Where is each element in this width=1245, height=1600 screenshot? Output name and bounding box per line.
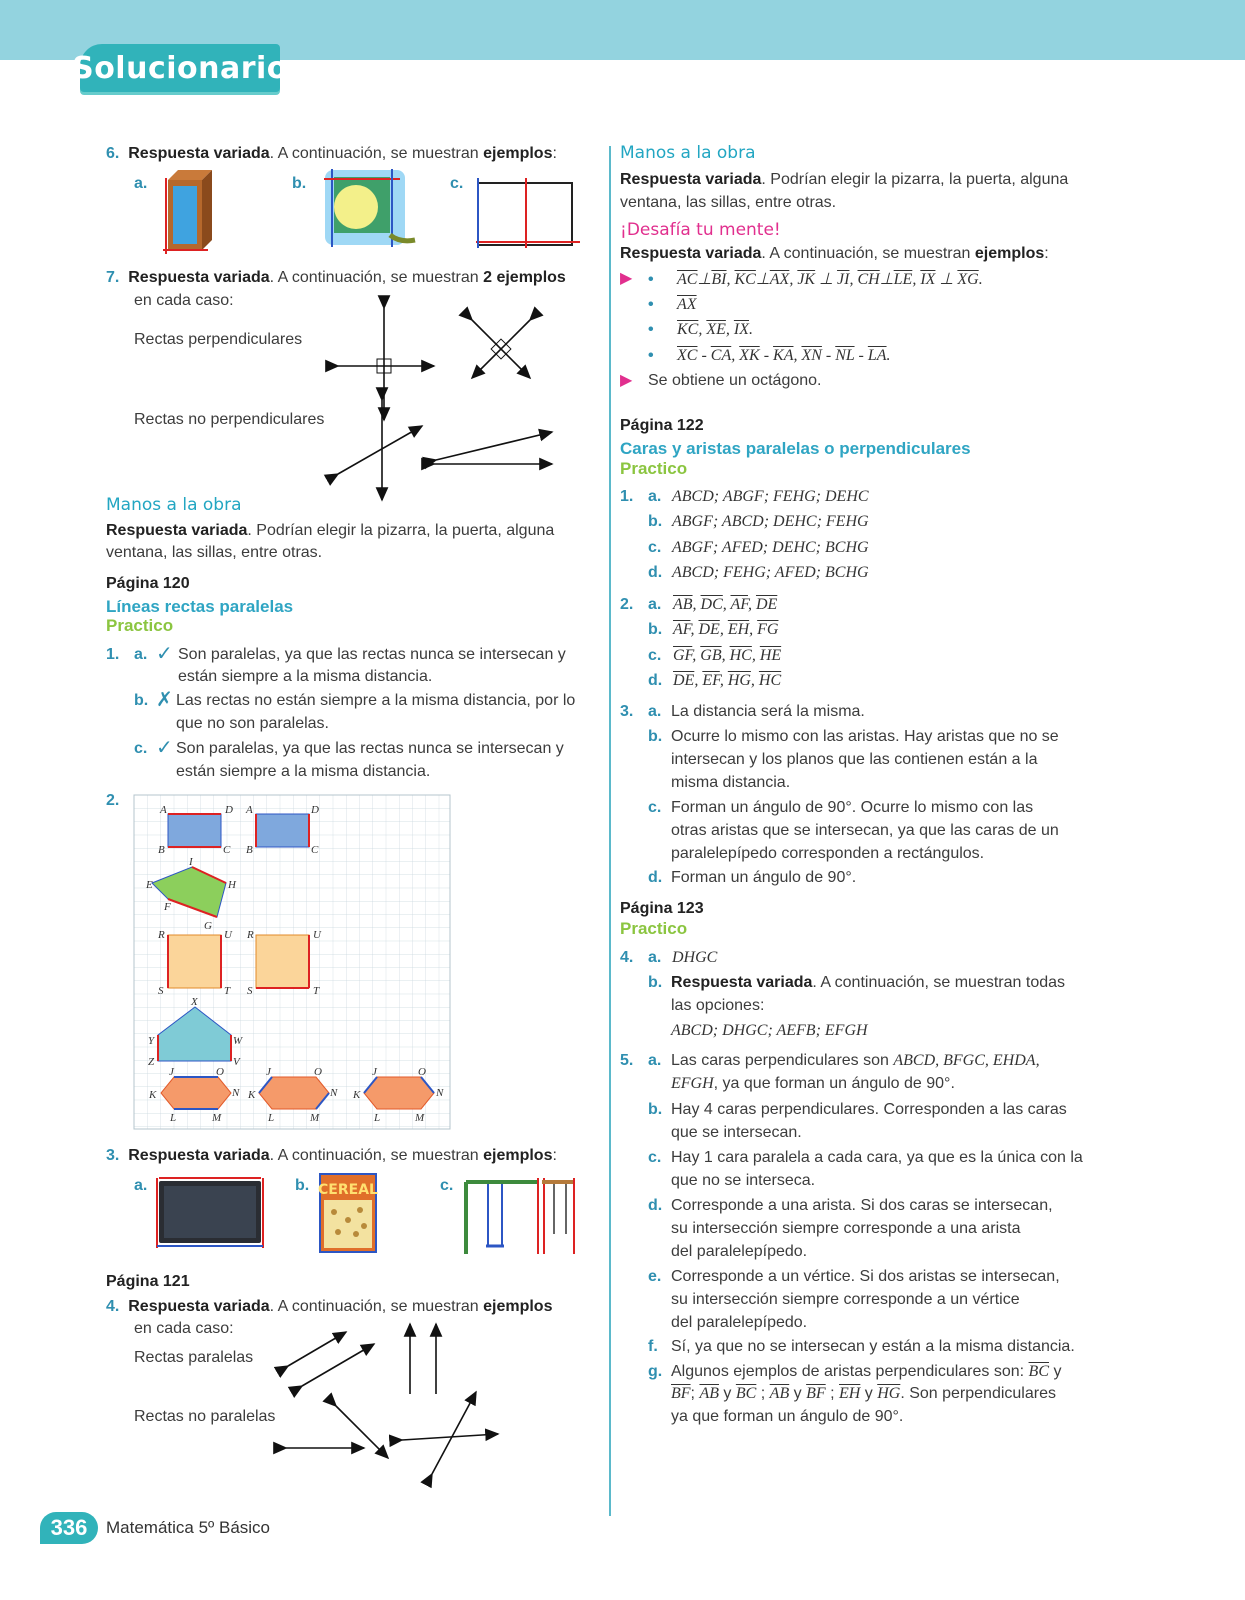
segment: $\overline{DC}$ (700, 596, 723, 613)
q3-number: 3. (106, 1147, 120, 1164)
segment: $\overline{CH}$ (857, 271, 880, 288)
cereal-box-text: CEREAL (318, 1182, 378, 1198)
left-manos-lead: Respuesta variada (106, 522, 248, 539)
grid-label: I (189, 856, 193, 868)
p120-heading: Página 120 (106, 575, 190, 592)
r-q3-number: 3. (620, 703, 634, 720)
r-q5-g-line1 (671, 1360, 1061, 1383)
segment: $\overline{EH}$ (727, 621, 750, 638)
grid-label: K (149, 1089, 157, 1101)
q3-b-letter: b. (295, 1177, 310, 1194)
separator: - (854, 347, 868, 364)
r-q1-a-letter: a. (648, 488, 662, 505)
q1-number: 1. (106, 646, 120, 663)
separator: , (719, 672, 728, 689)
r-q3-a-letter: a. (648, 703, 662, 720)
segment: $\overline{BI}$ (711, 271, 727, 288)
q2-number: 2. (106, 792, 120, 809)
r-q4-b-lead: Respuesta variada (671, 974, 813, 991)
q6-number: 6. (106, 145, 120, 162)
segment: $\overline{LA}$ (867, 347, 887, 364)
desafia-bold: ejemplos (974, 245, 1045, 262)
q4-parallel-label: Rectas paralelas (134, 1349, 254, 1366)
q4-bold: ejemplos (483, 1298, 553, 1315)
r-q2-d-text (673, 669, 781, 692)
separator: , (751, 647, 760, 664)
q3-a-letter: a. (134, 1177, 148, 1194)
q7-number: 7. (106, 269, 120, 286)
q6-text: . A continuación, se muestran (269, 145, 484, 162)
grid-label: K (353, 1089, 361, 1101)
r-q1-a-text: ABCD; ABGF; FEHG; DEHC (672, 488, 869, 505)
segment: $\overline{AF}$ (730, 596, 748, 613)
grid-label: U (313, 929, 321, 941)
r-q5-number: 5. (620, 1052, 634, 1069)
grid-label: T (313, 985, 320, 997)
perpendicular-lines-diagram (330, 300, 570, 510)
r-q5-a-faces: ABCD, BFGC, EHDA, (893, 1052, 1040, 1069)
segment: $\overline{AF}$ (673, 621, 691, 638)
r-q2-a-text (673, 593, 777, 616)
separator: , (725, 321, 734, 338)
r-q2-b-text (673, 618, 778, 641)
segment: $\overline{CA}$ (710, 347, 732, 364)
q3-end: : (552, 1147, 557, 1164)
p122-practice: Practico (620, 459, 688, 478)
q3-statement (106, 1144, 557, 1167)
segment: $\overline{AB}$ (673, 596, 693, 613)
page-number-badge: 336 (40, 1512, 98, 1544)
symbol: ⊥ (815, 271, 838, 288)
grid-label: R (158, 929, 165, 941)
q3-lead: Respuesta variada (128, 1147, 270, 1164)
q6-end: : (552, 145, 557, 162)
separator: , (722, 596, 731, 613)
grid-label: B (158, 844, 165, 856)
grid-label: J (266, 1066, 271, 1078)
q7-text: . A continuación, se muestran (269, 269, 484, 286)
r-q3-c-line1: Forman un ángulo de 90°. Ocurre lo mismo con las (671, 799, 1034, 816)
r-q2-a-letter: a. (648, 596, 662, 613)
r-q5-e-line1: Corresponde a un vértice. Si dos aristas se intersecan, (671, 1268, 1060, 1285)
q7-noperp-label: Rectas no perpendiculares (134, 411, 325, 428)
desafia-title: ¡Desafía tu mente! (620, 220, 781, 240)
r-q3-c-letter: c. (648, 799, 662, 816)
geometry-grid (134, 795, 452, 1131)
r-q3-d-text: Forman un ángulo de 90°. (671, 869, 857, 886)
separator: , (721, 647, 730, 664)
r-q5-a-face: EFGH (671, 1075, 714, 1092)
swing-illustration (462, 1170, 582, 1256)
grid-label: C (311, 844, 319, 856)
q6-b-letter: b. (292, 175, 307, 192)
r-q1-c-letter: c. (648, 539, 662, 556)
q4-lead: Respuesta variada (128, 1298, 270, 1315)
cereal-box-illustration (318, 1172, 380, 1256)
tab-title: Solucionario (72, 50, 288, 86)
grid-label: O (216, 1066, 224, 1078)
desafia-body: . A continuación, se muestran (761, 245, 975, 262)
r-q1-d-text: ABCD; FEHG; AFED; BCHG (672, 564, 869, 581)
p120-practice: Practico (106, 616, 174, 635)
window-illustration (320, 165, 420, 255)
r-q1-b-letter: b. (648, 513, 663, 530)
segment: $\overline{DE}$ (698, 621, 720, 638)
triangle-bullet-icon: ▶ (620, 270, 633, 287)
r-q5-d-line2: su intersección siempre corresponde a una arista (671, 1220, 1021, 1237)
grid-label: U (224, 929, 232, 941)
bullet-icon: • (648, 321, 654, 338)
q7-bold: 2 ejemplos (483, 269, 566, 286)
segment: $\overline{KC}$ (677, 321, 699, 338)
r-q5-g-line3: ya que forman un ángulo de 90°. (671, 1408, 904, 1425)
segment: $\overline{AX}$ (769, 271, 790, 288)
segment: $\overline{LE}$ (893, 271, 913, 288)
left-manos-text (106, 519, 554, 542)
grid-label: O (314, 1066, 322, 1078)
grid-label: J (169, 1066, 174, 1078)
q7-statement (106, 266, 586, 289)
separator: , (690, 621, 699, 638)
separator: , (789, 271, 798, 288)
q4-number: 4. (106, 1298, 120, 1315)
segment: $\overline{BC}$ (1028, 1363, 1049, 1380)
q1-c-letter: c. (134, 740, 148, 757)
grid-label: D (311, 804, 319, 816)
grid-label: T (224, 985, 231, 997)
r-q3-b-letter: b. (648, 728, 663, 745)
separator: , (731, 347, 740, 364)
p122-section: Caras y aristas paralelas o perpendiculares (620, 439, 971, 458)
r-q5-e-line3: del paralelepípedo. (671, 1314, 808, 1331)
p120-section: Líneas rectas paralelas (106, 597, 294, 616)
r-q4-b-options: ABCD; DHGC; AEFB; EFGH (671, 1022, 868, 1039)
r-q5-e-line2: su intersección siempre corresponde a un vértice (671, 1291, 1020, 1308)
q7-perp-label: Rectas perpendiculares (134, 331, 303, 348)
separator: - (759, 347, 774, 364)
q1-b-cross-icon: ✗ (156, 689, 173, 711)
segment: $\overline{AC}$ (677, 271, 698, 288)
r-q5-f-letter: f. (648, 1338, 658, 1355)
q1-a-check-icon: ✓ (156, 643, 173, 665)
right-manos-text (620, 168, 1068, 191)
grid-label: C (223, 844, 231, 856)
tv-illustration (155, 1176, 267, 1252)
segment: $\overline{JK}$ (797, 271, 816, 288)
grid-label: J (372, 1066, 377, 1078)
separator: ; (690, 1385, 700, 1402)
r-q1-number: 1. (620, 488, 634, 505)
right-manos-line2: ventana, las sillas, entre otras. (620, 194, 837, 211)
segment: $\overline{JI}$ (837, 271, 850, 288)
grid-label: Y (148, 1035, 155, 1047)
grid-label: N (330, 1087, 338, 1099)
separator: y (718, 1385, 736, 1402)
triangle-bullet-icon: ▶ (620, 372, 633, 389)
segment: $\overline{IX}$ (920, 271, 936, 288)
segment: $\overline{HG}$ (877, 1385, 901, 1402)
grid-label: M (310, 1112, 320, 1124)
segment: $\overline{EF}$ (702, 672, 720, 689)
segment: $\overline{XN}$ (801, 347, 822, 364)
separator: y (860, 1385, 878, 1402)
desafia-bullet3 (677, 318, 753, 341)
r-q5-g-line2 (671, 1382, 1056, 1405)
r-q5-b-line1: Hay 4 caras perpendiculares. Corresponden a las caras (671, 1101, 1067, 1118)
right-manos-title: Manos a la obra (620, 143, 756, 163)
desafia-lead: Respuesta variada (620, 245, 762, 262)
segment: $\overline{DE}$ (673, 672, 695, 689)
separator: . (886, 347, 891, 364)
separator: , (719, 621, 728, 638)
q1-b-line2: que no son paralelas. (176, 715, 329, 732)
grid-label: K (248, 1089, 256, 1101)
p121-heading: Página 121 (106, 1273, 190, 1290)
r-q3-d-letter: d. (648, 869, 663, 886)
grid-label: N (436, 1087, 444, 1099)
segment: $\overline{FG}$ (757, 621, 779, 638)
r-q3-c-line2: otras aristas que se intersecan, ya que las caras de un (671, 822, 1059, 839)
q4-text: . A continuación, se muestran (269, 1298, 484, 1315)
segment: $\overline{XG}$ (957, 271, 979, 288)
q7-line2: en cada caso: (134, 292, 234, 309)
desafia-bullet4 (677, 344, 891, 367)
segment: $\overline{BF}$ (806, 1385, 826, 1402)
r-q5-a-line1 (671, 1049, 1040, 1072)
segment: $\overline{BF}$ (671, 1385, 691, 1402)
grid-label: S (158, 985, 164, 997)
separator: , (694, 672, 703, 689)
q4-nonparallel-label: Rectas no paralelas (134, 1408, 276, 1425)
r-q5-a-letter: a. (648, 1052, 662, 1069)
segment: $\overline{KC}$ (734, 271, 756, 288)
column-divider (609, 146, 611, 1516)
separator: , (726, 271, 735, 288)
separator: , (793, 347, 802, 364)
left-manos-line2: ventana, las sillas, entre otras. (106, 544, 323, 561)
r-q4-number: 4. (620, 949, 634, 966)
left-manos-body: . Podrían elegir la pizarra, la puerta, alguna (247, 522, 555, 539)
p122-heading: Página 122 (620, 417, 704, 434)
solucionario-tab (72, 44, 288, 92)
q3-bold: ejemplos (483, 1147, 553, 1164)
separator: - (821, 347, 836, 364)
r-q5-f-text: Sí, ya que no se intersecan y están a la misma distancia. (671, 1338, 1075, 1355)
door-illustration (160, 168, 220, 258)
q6-lead: Respuesta variada (128, 145, 270, 162)
grid-label: A (246, 804, 253, 816)
segment: $\overline{NL}$ (835, 347, 855, 364)
segment: $\overline{HC}$ (758, 672, 782, 689)
desafia-bullet1 (677, 268, 983, 291)
r-q5-g-letter: g. (648, 1363, 663, 1380)
parallel-lines-diagram (280, 1320, 510, 1480)
r-q5-a-text: Las caras perpendiculares son (671, 1052, 894, 1069)
segment: $\overline{GB}$ (700, 647, 722, 664)
grid-label: M (212, 1112, 222, 1124)
p123-practice: Practico (620, 919, 688, 938)
r-q4-b-letter: b. (648, 974, 663, 991)
grid-label: H (228, 879, 236, 891)
q1-a-letter: a. (134, 646, 148, 663)
r-q4-b-line2: las opciones: (671, 997, 765, 1014)
segment: $\overline{HC}$ (729, 647, 752, 664)
r-q5-b-letter: b. (648, 1101, 663, 1118)
r-q5-d-line1: Corresponde a una arista. Si dos caras se intersecan, (671, 1197, 1053, 1214)
grid-label: B (246, 844, 253, 856)
r-q1-c-text: ABGF; AFED; DEHC; BCHG (672, 539, 869, 556)
desafia-bullet2 (677, 293, 697, 316)
r-q5-e-letter: e. (648, 1268, 662, 1285)
q1-a-line2: están siempre a la misma distancia. (178, 668, 433, 685)
r-q5-c-line1: Hay 1 cara paralela a cada cara, ya que es la única con la (671, 1149, 1083, 1166)
r-q5-g-text: Algunos ejemplos de aristas perpendiculares son: (671, 1363, 1029, 1380)
grid-label: G (204, 920, 212, 932)
q6-c-letter: c. (450, 175, 464, 192)
separator: ; (756, 1385, 770, 1402)
grid-label: L (374, 1112, 381, 1124)
r-q5-d-line3: del paralelepípedo. (671, 1243, 808, 1260)
r-q4-a-letter: a. (648, 949, 662, 966)
desafia-end: : (1044, 245, 1049, 262)
grid-label: M (415, 1112, 425, 1124)
segment: $\overline{XK}$ (739, 347, 760, 364)
bullet-icon: • (648, 271, 654, 288)
symbol: ⊥ (755, 271, 770, 288)
grid-label: F (164, 901, 171, 913)
separator: , (749, 621, 758, 638)
r-q3-b-line1: Ocurre lo mismo con las aristas. Hay aristas que no se (671, 728, 1059, 745)
right-manos-body: . Podrían elegir la pizarra, la puerta, alguna (761, 171, 1069, 188)
symbol: ⊥ (935, 271, 958, 288)
r-q3-b-line2: intersecan y los planos que las contienen están a la (671, 751, 1038, 768)
segment: $\overline{IX}$ (733, 321, 749, 338)
r-q4-b-body: . A continuación, se muestran todas (812, 974, 1066, 991)
q1-c-check-icon: ✓ (156, 737, 173, 759)
r-q5-b-line2: que se intersecan. (671, 1124, 802, 1141)
grid-label: Z (148, 1056, 155, 1068)
separator: , (912, 271, 921, 288)
segment: $\overline{DE}$ (755, 596, 778, 613)
q3-text: . A continuación, se muestran (269, 1147, 484, 1164)
grid-label: E (146, 879, 153, 891)
r-q4-b-text (671, 971, 1065, 994)
r-q2-c-text (673, 644, 781, 667)
q1-c-line2: están siempre a la misma distancia. (176, 763, 431, 780)
r-q5-a-line2 (671, 1072, 955, 1095)
segment: $\overline{AX}$ (677, 296, 697, 313)
separator: , (747, 596, 756, 613)
segment: $\overline{AB}$ (699, 1385, 719, 1402)
r-q1-b-text: ABGF; ABCD; DEHC; FEHG (672, 513, 869, 530)
separator: - (697, 347, 711, 364)
grid-label: D (225, 804, 233, 816)
r-q5-g-y: y (1049, 1363, 1062, 1380)
separator: , (698, 321, 707, 338)
q1-a-line1: Son paralelas, ya que las rectas nunca se intersecan y (178, 646, 566, 663)
q1-b-letter: b. (134, 692, 149, 709)
q1-b-line1: Las rectas no están siempre a la misma distancia, por lo (176, 692, 576, 709)
p123-heading: Página 123 (620, 900, 704, 917)
r-q3-c-line3: paralelepípedo corresponden a rectángulos. (671, 845, 985, 862)
q6-bold: ejemplos (483, 145, 553, 162)
r-q3-a-text: La distancia será la misma. (671, 703, 865, 720)
separator: y (789, 1385, 807, 1402)
segment: $\overline{XE}$ (706, 321, 726, 338)
grid-label: N (232, 1087, 240, 1099)
r-q5-c-line2: que no se interseca. (671, 1172, 816, 1189)
segment: $\overline{HE}$ (759, 647, 782, 664)
separator: , (692, 596, 701, 613)
r-q2-c-letter: c. (648, 647, 662, 664)
q4-line2: en cada caso: (134, 1320, 234, 1337)
separator: . (749, 321, 753, 338)
r-q1-d-letter: d. (648, 564, 663, 581)
separator: , (849, 271, 858, 288)
segment: $\overline{BC}$ (735, 1385, 757, 1402)
q7-lead: Respuesta variada (128, 269, 270, 286)
grid-label: L (170, 1112, 177, 1124)
grid-label: L (268, 1112, 275, 1124)
book-title: Matemática 5º Básico (106, 1518, 270, 1537)
symbol: ⊥ (697, 271, 712, 288)
bullet-icon: • (648, 347, 654, 364)
segment: $\overline{KA}$ (773, 347, 794, 364)
segment: $\overline{GF}$ (673, 647, 693, 664)
right-manos-lead: Respuesta variada (620, 171, 762, 188)
r-q5-a-end: , ya que forman un ángulo de 90°. (713, 1075, 955, 1092)
grid-label: R (247, 929, 254, 941)
r-q2-d-letter: d. (648, 672, 663, 689)
grid-label: A (160, 804, 167, 816)
grid-label: V (233, 1056, 240, 1068)
q6-a-letter: a. (134, 175, 148, 192)
q3-c-letter: c. (440, 1177, 454, 1194)
r-q5-d-letter: d. (648, 1197, 663, 1214)
symbol: ⊥ (879, 271, 894, 288)
r-q4-a-text: DHGC (672, 949, 718, 966)
r-q2-number: 2. (620, 596, 634, 613)
q1-c-line1: Son paralelas, ya que las rectas nunca se intersecan y (176, 740, 564, 757)
r-q2-b-letter: b. (648, 621, 663, 638)
r-q3-b-line3: misma distancia. (671, 774, 791, 791)
frame-illustration (476, 178, 586, 250)
left-manos-title: Manos a la obra (106, 495, 242, 515)
r-q5-g-end: . Son perpendiculares (900, 1385, 1056, 1402)
segment: $\overline{EH}$ (839, 1385, 861, 1402)
separator: , (692, 647, 701, 664)
desafia-octagon: Se obtiene un octágono. (648, 372, 822, 389)
grid-label: O (418, 1066, 426, 1078)
q4-statement (106, 1295, 552, 1318)
separator: . (978, 271, 983, 288)
separator: ; (825, 1385, 839, 1402)
r-q5-c-letter: c. (648, 1149, 662, 1166)
separator: , (750, 672, 759, 689)
desafia-text (620, 242, 1049, 265)
segment: $\overline{XC}$ (677, 347, 698, 364)
grid-label: X (191, 996, 198, 1008)
grid-label: S (247, 985, 253, 997)
grid-label: W (233, 1035, 243, 1047)
q6-statement (106, 142, 557, 165)
bullet-icon: • (648, 296, 654, 313)
segment: $\overline{AB}$ (769, 1385, 790, 1402)
segment: $\overline{HG}$ (727, 672, 751, 689)
